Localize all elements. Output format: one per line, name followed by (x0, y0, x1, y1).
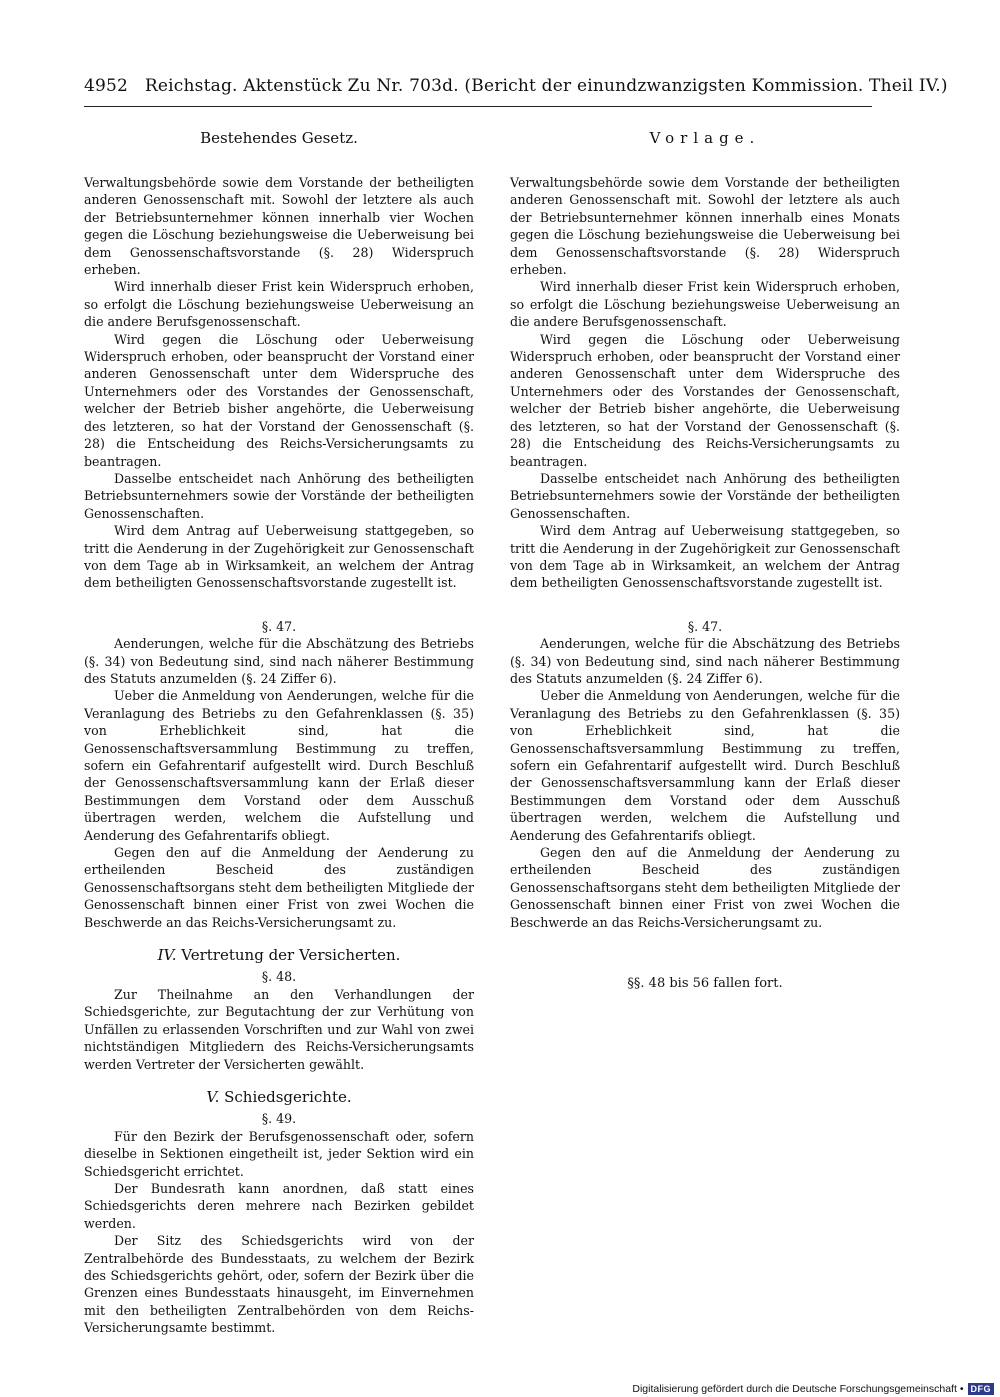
column-proposal (510, 130, 900, 992)
heading-iv (84, 947, 474, 964)
paragraph: Für den Bezirk der Berufsgenossenschaft oder, sofern dieselbe in Sektionen eingetheilt ist, jeder Sektion wird ein Schiedsgericht errichtet. (84, 1128, 474, 1179)
paragraph: Wird gegen die Löschung oder Ueberweisung Widerspruch erhoben, oder beansprucht der Vorstand einer anderen Genossenschaft unter dem Widerspruche des Unternehmers oder des Vorstandes der Genossenschaft, welcher der Betrieb bisher angehörte, die Ueberweisung des letzteren, so hat der Vorstand der Genossenschaft (§. 28) die Entscheidung des Reichs-Versicherungsamts zu beantragen. (510, 331, 900, 469)
page-header (84, 76, 948, 96)
column-existing-law (84, 130, 474, 1337)
heading-iv-text: Vertretung der Versicherten. (181, 946, 401, 965)
header-rule (84, 106, 872, 107)
sections-removed-note: §§. 48 bis 56 fallen fort. (627, 976, 783, 992)
column-title-proposal: Vorlage. (649, 129, 761, 147)
paragraph: Der Sitz des Schiedsgerichts wird von der Zentralbehörde des Bundesstaats, zu welchem der Bezirk des Schiedsgerichts gehört, oder, sofern der Bezirk über die Grenzen eines Bundesstaats hinausgeht, im Einvernehmen mit den betheiligten Zentralbehörden von dem Reichs-Versicherungsamte bestimmt. (84, 1233, 474, 1336)
heading-v-text: Schiedsgerichte. (224, 1087, 352, 1106)
paragraph: Dasselbe entscheidet nach Anhörung des betheiligten Betriebsunternehmers sowie der Vorstände der betheiligten Genossenschaften. (510, 470, 900, 521)
digitization-footer (632, 1383, 994, 1395)
paragraph: Der Bundesrath kann anordnen, daß statt eines Schiedsgerichts deren mehrere nach Bezirken gebildet werden. (84, 1180, 474, 1231)
heading-iv-number: IV. (157, 946, 177, 965)
paragraph: Wird innerhalb dieser Frist kein Widerspruch erhoben, so erfolgt die Löschung beziehungsweise Ueberweisung an die andere Berufsgenossenschaft. (84, 279, 474, 330)
page-number: 4952 (84, 76, 129, 96)
paragraph: Aenderungen, welche für die Abschätzung des Betriebs (§. 34) von Bedeutung sind, sind nach näherer Bestimmung des Statuts anzumelden (§. 24 Ziffer 6). (510, 636, 900, 686)
paragraph: Aenderungen, welche für die Abschätzung des Betriebs (§. 34) von Bedeutung sind, sind nach näherer Bestimmung des Statuts anzumelden (§. 24 Ziffer 6). (84, 636, 474, 686)
section-47-label: §. 47. (261, 618, 297, 634)
paragraph: Ueber die Anmeldung von Aenderungen, welche für die Veranlagung des Betriebs zu den Gefahrenklassen (§. 35) von Erheblichkeit sind, hat die Genossenschaftsversammlung Bestimmung zu treffen, sofern ein Gefahrentarif aufgestellt wird. Durch Beschluß der Genossenschaftsversammlung kann der Erlaß dieser Bestimmungen dem Vorstand oder dem Ausschuß übertragen werden, welchem die Aufstellung und Aenderung des Gefahrentarifs obliegt. (510, 688, 900, 843)
paragraph: Wird innerhalb dieser Frist kein Widerspruch erhoben, so erfolgt die Löschung beziehungsweise Ueberweisung an die andere Berufsgenossenschaft. (510, 279, 900, 330)
heading-v-number: V. (206, 1087, 220, 1106)
section-48-label: §. 48. (261, 969, 297, 985)
column-title-existing-law: Bestehendes Gesetz. (200, 129, 358, 147)
section-49-label: §. 49. (261, 1111, 297, 1127)
footer-text: Digitalisierung gefördert durch die Deutsche Forschungsgemeinschaft • (632, 1383, 964, 1395)
paragraph: Verwaltungsbehörde sowie dem Vorstande der betheiligten anderen Genossenschaft mit. Sowohl der letztere als auch der Betriebsunternehmer können innerhalb eines Monats gegen die Löschung beziehungsweise die Ueberweisung bei dem Genossenschaftsvorstande (§. 28) Widerspruch erheben. (510, 175, 900, 278)
section-47-label: §. 47. (687, 618, 723, 634)
paragraph: Wird dem Antrag auf Ueberweisung stattgegeben, so tritt die Aenderung in der Zugehörigkeit zur Genossenschaft von dem Tage ab in Wirksamkeit, an welchem der Antrag dem betheiligten Genossenschaftsvorstande zugestellt ist. (84, 523, 474, 591)
dfg-logo-icon: DFG (968, 1383, 995, 1395)
paragraph: Wird dem Antrag auf Ueberweisung stattgegeben, so tritt die Aenderung in der Zugehörigkeit zur Genossenschaft von dem Tage ab in Wirksamkeit, an welchem der Antrag dem betheiligten Genossenschaftsvorstande zugestellt ist. (510, 523, 900, 591)
paragraph: Ueber die Anmeldung von Aenderungen, welche für die Veranlagung des Betriebs zu den Gefahrenklassen (§. 35) von Erheblichkeit sind, hat die Genossenschaftsversammlung Bestimmung zu treffen, sofern ein Gefahrentarif aufgestellt wird. Durch Beschluß der Genossenschaftsversammlung kann der Erlaß dieser Bestimmungen dem Vorstand oder dem Ausschuß übertragen werden, welchem die Aufstellung und Aenderung des Gefahrentarifs obliegt. (84, 688, 474, 843)
paragraph: Gegen den auf die Anmeldung der Aenderung zu ertheilenden Bescheid des zuständigen Genossenschaftsorgans steht dem betheiligten Mitgliede der Genossenschaft binnen einer Frist von zwei Wochen die Beschwerde an das Reichs-Versicherungsamt zu. (510, 845, 900, 930)
header-title: Reichstag. Aktenstück Zu Nr. 703d. (Bericht der einundzwanzigsten Kommission. Theil IV.) (144, 76, 948, 96)
paragraph: Zur Theilnahme an den Verhandlungen der Schiedsgerichte, zur Begutachtung der zur Verhütung von Unfällen zu erlassenden Vorschriften und zur Wahl von zwei nichtständigen Mitgliedern des Reichs-Versicherungsamts werden Vertreter der Versicherten gewählt. (84, 986, 474, 1072)
paragraph: Wird gegen die Löschung oder Ueberweisung Widerspruch erhoben, oder beansprucht der Vorstand einer anderen Genossenschaft unter dem Widerspruche des Unternehmers oder des Vorstandes der Genossenschaft, welcher der Betrieb bisher angehörte, die Ueberweisung des letzteren, so hat der Vorstand der Genossenschaft (§. 28) die Entscheidung des Reichs-Versicherungsamts zu beantragen. (84, 331, 474, 469)
paragraph: Gegen den auf die Anmeldung der Aenderung zu ertheilenden Bescheid des zuständigen Genossenschaftsorgans steht dem betheiligten Mitgliede der Genossenschaft binnen einer Frist von zwei Wochen die Beschwerde an das Reichs-Versicherungsamt zu. (84, 845, 474, 930)
paragraph: Dasselbe entscheidet nach Anhörung des betheiligten Betriebsunternehmers sowie der Vorstände der betheiligten Genossenschaften. (84, 470, 474, 521)
heading-v (84, 1089, 474, 1106)
paragraph: Verwaltungsbehörde sowie dem Vorstande der betheiligten anderen Genossenschaft mit. Sowohl der letztere als auch der Betriebsunternehmer können innerhalb vier Wochen gegen die Löschung beziehungsweise die Ueberweisung bei dem Genossenschaftsvorstande (§. 28) Widerspruch erheben. (84, 175, 474, 278)
